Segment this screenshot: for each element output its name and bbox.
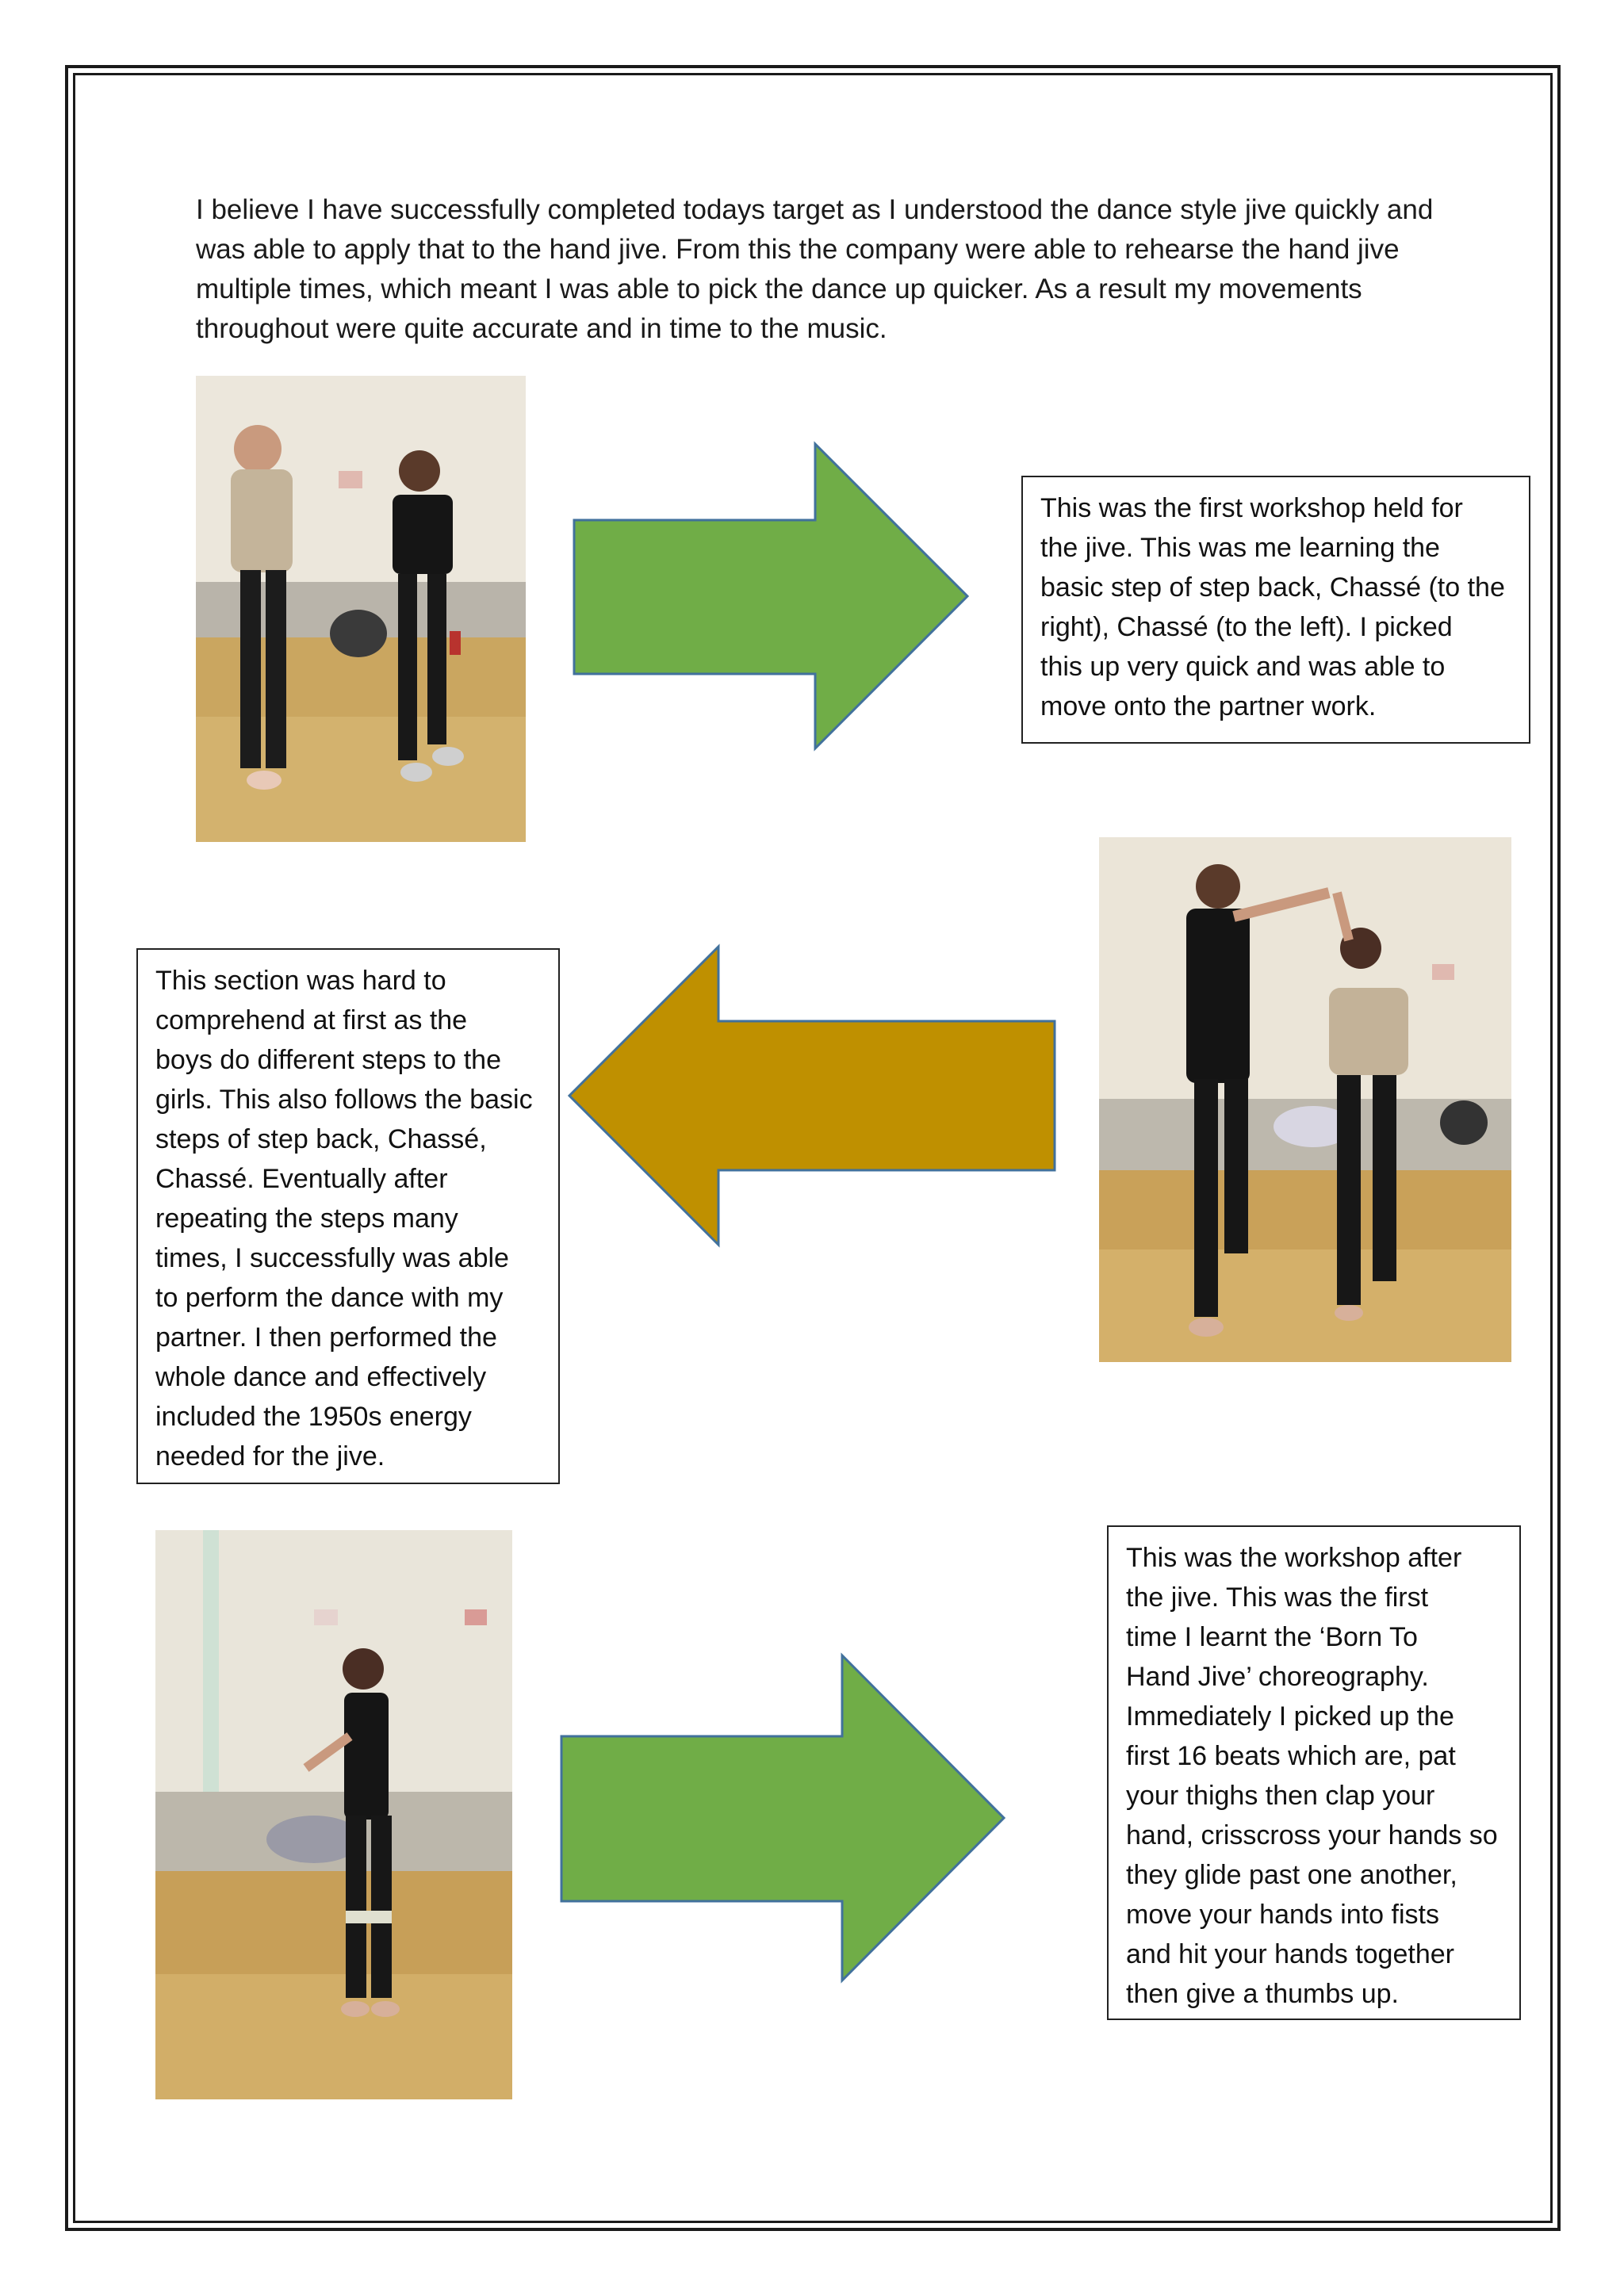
caption-line: comprehend at first as the bbox=[155, 1005, 468, 1035]
intro-line: I believe I have successfully completed todays target as I understood the dance style jive quickly and bbox=[196, 194, 1434, 225]
photo-partner-dance bbox=[1099, 837, 1511, 1362]
caption-line: Hand Jive’ choreography. bbox=[1126, 1662, 1429, 1692]
caption-line: steps of step back, Chassé, bbox=[155, 1124, 487, 1154]
caption-line: time I learnt the ‘Born To bbox=[1126, 1622, 1418, 1652]
caption-line: needed for the jive. bbox=[155, 1441, 385, 1471]
caption-line: then give a thumbs up. bbox=[1126, 1979, 1400, 2009]
caption-line: and hit your hands together bbox=[1126, 1939, 1454, 1969]
caption-line: the jive. This was me learning the bbox=[1040, 533, 1440, 563]
left-arrow-gold bbox=[568, 945, 1056, 1246]
right-arrow-green-2 bbox=[560, 1654, 1005, 1982]
caption-line: they glide past one another, bbox=[1126, 1860, 1457, 1890]
caption-line: your thighs then clap your bbox=[1126, 1781, 1435, 1811]
caption-line: first 16 beats which are, pat bbox=[1126, 1741, 1456, 1771]
caption-line: basic step of step back, Chassé (to the bbox=[1040, 572, 1505, 603]
right-arrow-green-1 bbox=[573, 442, 969, 750]
intro-paragraph bbox=[196, 190, 1449, 349]
caption-line: This was the workshop after bbox=[1126, 1543, 1462, 1573]
caption-line: Chassé. Eventually after bbox=[155, 1164, 448, 1194]
caption-line: girls. This also follows the basic bbox=[155, 1085, 533, 1115]
photo-solo-dancer bbox=[155, 1530, 512, 2099]
caption-line: partner. I then performed the bbox=[155, 1322, 497, 1353]
section3-caption bbox=[1107, 1525, 1521, 2020]
caption-line: This section was hard to bbox=[155, 966, 446, 996]
caption-line: Immediately I picked up the bbox=[1126, 1701, 1454, 1732]
caption-line: this up very quick and was able to bbox=[1040, 652, 1446, 682]
caption-line: to perform the dance with my bbox=[155, 1283, 504, 1313]
intro-line: was able to apply that to the hand jive. From this the company were able to rehearse the hand jive bbox=[196, 234, 1400, 265]
caption-line: times, I successfully was able bbox=[155, 1243, 509, 1273]
caption-line: boys do different steps to the bbox=[155, 1045, 501, 1075]
caption-line: right), Chassé (to the left). I picked bbox=[1040, 612, 1453, 642]
intro-line: throughout were quite accurate and in time to the music. bbox=[196, 313, 887, 344]
photo-two-dancers bbox=[196, 376, 526, 842]
caption-line: This was the first workshop held for bbox=[1040, 493, 1463, 523]
caption-line: move onto the partner work. bbox=[1040, 691, 1377, 721]
caption-line: hand, crisscross your hands so bbox=[1126, 1820, 1498, 1850]
intro-line: multiple times, which meant I was able to pick the dance up quicker. As a result my movements bbox=[196, 274, 1362, 304]
caption-line: included the 1950s energy bbox=[155, 1402, 472, 1432]
caption-line: the jive. This was the first bbox=[1126, 1582, 1429, 1613]
caption-line: move your hands into fists bbox=[1126, 1900, 1439, 1930]
section1-caption bbox=[1021, 476, 1530, 744]
caption-line: repeating the steps many bbox=[155, 1203, 458, 1234]
section2-caption bbox=[136, 948, 560, 1484]
caption-line: whole dance and effectively bbox=[155, 1362, 487, 1392]
